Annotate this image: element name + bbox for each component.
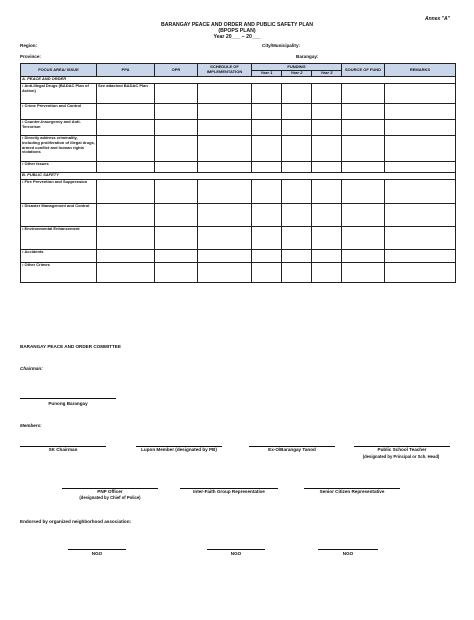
header-schedule: SCHEDULE OF IMPLEMENTATION — [198, 64, 252, 77]
member-title: Lupon Member (designated by PB) — [141, 447, 217, 452]
header-year-1: Year 1 — [252, 71, 282, 77]
committee-heading: BARANGAY PEACE AND ORDER COMMITTEE — [20, 344, 121, 349]
issue-cell: • Directly address criminality, including proliferation of illegal drugs, armed conflict and human rights violations — [21, 136, 97, 162]
document-title: BARANGAY PEACE AND ORDER AND PUBLIC SAFETY PLAN — [161, 22, 313, 28]
barangay-label: Barangay: — [296, 54, 319, 59]
issue-cell: • Other Issues — [21, 162, 97, 173]
header-remarks: REMARKS — [385, 64, 456, 77]
ngo-label: NGO — [342, 551, 354, 556]
table-row — [21, 250, 456, 263]
table-row — [21, 204, 456, 227]
plan-year: Year 20___ – 20___ — [213, 34, 261, 40]
section-public-safety: B. PUBLIC SAFETY — [21, 173, 456, 180]
header-year-2: Year 2 — [282, 71, 312, 77]
header-focus-area: FOCUS AREA/ ISSUE — [21, 64, 97, 77]
table-row — [21, 120, 456, 136]
signature-line — [318, 549, 378, 550]
table-row — [21, 227, 456, 250]
section-peace-and-order: A. PEACE AND ORDER — [21, 77, 456, 84]
issue-cell: • Disaster Management and Control — [21, 204, 97, 227]
table-row — [21, 84, 456, 104]
header-source-of-fund: SOURCE OF FUND — [342, 64, 385, 77]
table-row — [21, 263, 456, 283]
issue-cell: • Accidents — [21, 250, 97, 263]
member-note: (designated by Chief of Police) — [79, 495, 141, 500]
table-row — [21, 180, 456, 204]
issue-cell: • Crime Prevention and Control — [21, 104, 97, 120]
member-title: Ex-O/Barangay Tanod — [268, 447, 316, 452]
chairman-label: Chairman: — [20, 366, 43, 371]
ngo-label: NGO — [91, 551, 103, 556]
issue-cell: • Anti-Illegal Drugs (BADAC Plan of Action) — [21, 84, 97, 104]
members-label: Members: — [20, 423, 42, 428]
issue-cell: • Counter-Insurgency and Anti-Terrorism — [21, 120, 97, 136]
signature-line — [207, 549, 265, 550]
header-opr: OPR — [155, 64, 198, 77]
endorsed-label: Endorsed by organized neighborhood association: — [20, 519, 132, 524]
issue-cell: • Environmental Enhancement — [21, 227, 97, 250]
table-row — [21, 162, 456, 173]
table-row — [21, 104, 456, 120]
header-ppa: PPA — [97, 64, 155, 77]
member-note: (designated by Principal or Sch. Head) — [362, 454, 440, 459]
table-row — [21, 136, 456, 162]
region-label: Region: — [20, 43, 38, 48]
city-label: City/Municipality: — [262, 43, 301, 48]
member-title: PNP Officer — [97, 489, 123, 494]
ngo-label: NGO — [230, 551, 242, 556]
issue-cell: • Fire Prevention and Suppression — [21, 180, 97, 204]
member-title: Senior Citizen Representative — [319, 489, 385, 494]
chairman-title: Punong Barangay — [48, 401, 88, 406]
province-label: Province: — [20, 54, 41, 59]
signature-line — [68, 549, 126, 550]
member-title: SK Chairman — [48, 447, 78, 452]
document-subtitle: (BPOPS PLAN) — [218, 28, 256, 34]
ppa-cell: See attached BADAC Plan — [97, 84, 155, 104]
plan-table — [20, 63, 456, 283]
member-title: Public School Teacher — [377, 447, 427, 452]
member-title: Inter-Faith Group Representative — [193, 489, 265, 494]
annex-label: Annex "A" — [424, 16, 450, 22]
header-funding: FUNDING — [252, 64, 342, 71]
header-year-3: Year 3 — [312, 71, 342, 77]
issue-cell: • Other Crimes — [21, 263, 97, 283]
signature-line — [20, 398, 116, 399]
